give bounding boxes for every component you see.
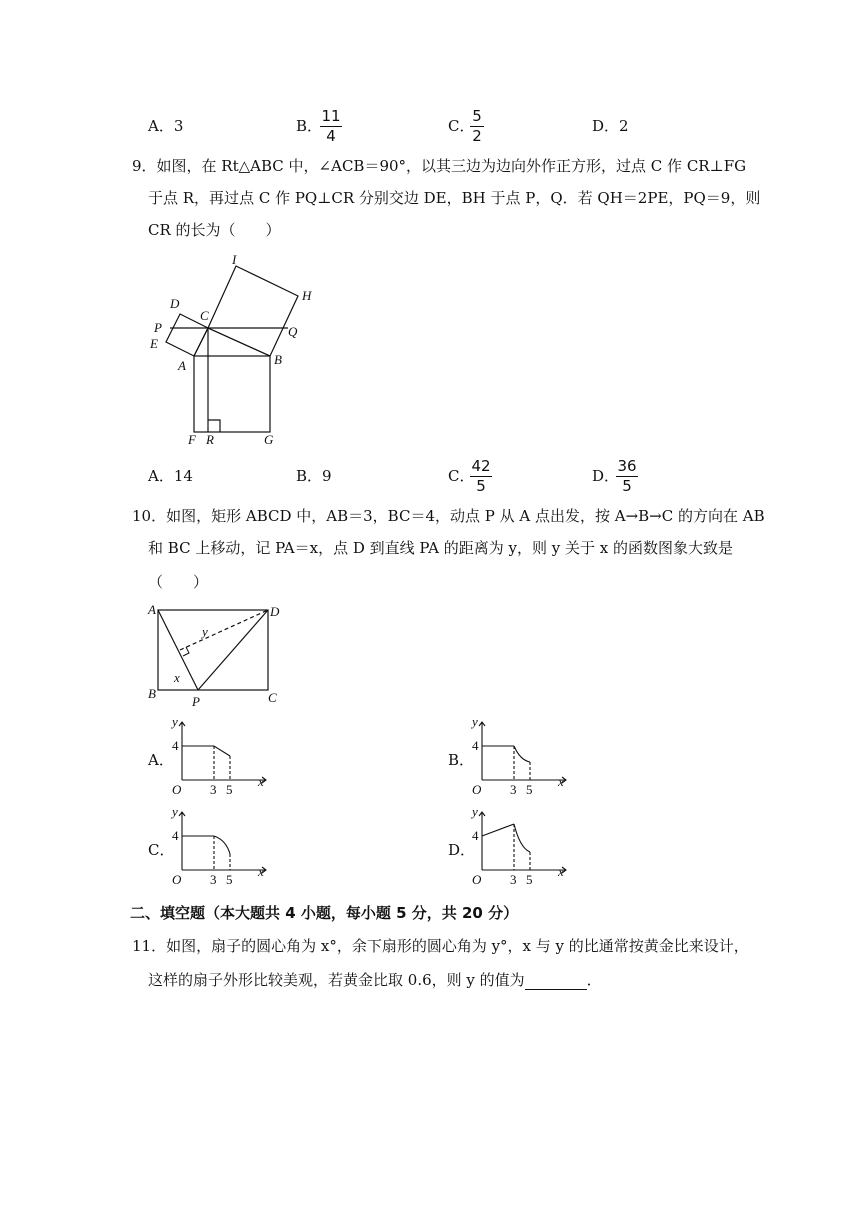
q8-option-b-letter[interactable]: B． xyxy=(296,117,323,135)
q11-line2-end: ． xyxy=(586,971,602,989)
q9-line2: 于点 R，再过点 C 作 PQ⊥CR 分别交边 DE，BH 于点 P，Q．若 QH＝2PE，PQ＝9，则 xyxy=(148,189,761,207)
graph-b-y-label: y xyxy=(472,714,478,729)
q10-line2: 和 BC 上移动，记 PA＝x，点 D 到直线 PA 的距离为 y，则 y 关于 x 的函数图象大致是 xyxy=(148,539,733,557)
q9-label-p: P xyxy=(154,320,162,335)
graph-d-y-label: y xyxy=(472,804,478,819)
q10-label-b: B xyxy=(148,686,156,701)
q9-label-q: Q xyxy=(288,324,298,339)
q9-option-c-fraction: 42 5 xyxy=(471,457,491,495)
q10-label-d: D xyxy=(270,604,280,619)
graph-b-tick-4: 4 xyxy=(472,738,479,753)
q9-label-c: C xyxy=(200,308,209,323)
q10-option-c[interactable]: C． xyxy=(148,841,175,859)
section-title: 二、填空题（本大题共 4 小题，每小题 5 分，共 20 分） xyxy=(130,904,519,922)
q9-label-r: R xyxy=(206,432,214,447)
q10-option-d[interactable]: D． xyxy=(448,841,476,859)
graph-a-origin: O xyxy=(172,782,182,797)
graph-b[interactable] xyxy=(468,712,578,802)
q9-line1: 9．如图，在 Rt△ABC 中，∠ACB＝90°，以其三边为边向外作正方形，过点 C 作 CR⊥FG xyxy=(132,157,747,175)
q9-option-a[interactable]: A．14 xyxy=(148,467,193,485)
q9-label-a: A xyxy=(178,358,186,373)
graph-b-tick-3: 3 xyxy=(510,782,517,797)
q11-line2 xyxy=(148,970,602,990)
graph-c-origin: O xyxy=(172,872,182,887)
q9-label-d: D xyxy=(170,296,180,311)
graph-a-x-label: x xyxy=(258,774,264,789)
q9-label-f: F xyxy=(188,432,196,447)
graph-a-tick-5: 5 xyxy=(226,782,233,797)
q9-label-h: H xyxy=(302,288,312,303)
graph-d-tick-5: 5 xyxy=(526,872,533,887)
graph-c-y-label: y xyxy=(172,804,178,819)
graph-c-x-label: x xyxy=(258,864,264,879)
q10-figure xyxy=(140,600,300,710)
graph-b-origin: O xyxy=(472,782,482,797)
q9-option-b[interactable]: B．9 xyxy=(296,467,332,485)
q9-label-e: E xyxy=(150,336,158,351)
q8-option-c-letter[interactable]: C． xyxy=(448,117,475,135)
q9-label-b: B xyxy=(274,352,282,367)
q8-option-a[interactable]: A．3 xyxy=(148,117,184,135)
graph-d-x-label: x xyxy=(558,864,564,879)
q10-line3: （ ） xyxy=(148,573,209,591)
q11-line1: 11．如图，扇子的圆心角为 x°，余下扇形的圆心角为 y°，x 与 y 的比通常按黄金比来设计， xyxy=(132,937,749,955)
q10-label-c: C xyxy=(268,690,277,705)
graph-c-tick-5: 5 xyxy=(226,872,233,887)
graph-b-tick-5: 5 xyxy=(526,782,533,797)
q10-option-b[interactable]: B． xyxy=(448,751,475,769)
graph-a-tick-4: 4 xyxy=(172,738,179,753)
q9-label-g: G xyxy=(264,432,274,447)
graph-a-tick-3: 3 xyxy=(210,782,217,797)
graph-a[interactable] xyxy=(168,712,278,802)
q8-option-d[interactable]: D．2 xyxy=(592,117,629,135)
graph-d-tick-4: 4 xyxy=(472,828,479,843)
graph-a-y-label: y xyxy=(172,714,178,729)
q10-label-y: y xyxy=(202,624,208,639)
q9-option-c-letter[interactable]: C． xyxy=(448,467,475,485)
graph-c[interactable] xyxy=(168,802,278,892)
graph-d-origin: O xyxy=(472,872,482,887)
q10-line1: 10．如图，矩形 ABCD 中，AB＝3，BC＝4，动点 P 从 A 点出发，按 A→B→C 的方向在 AB xyxy=(132,507,765,525)
q8-option-c-fraction: 5 2 xyxy=(470,108,484,145)
q10-label-x: x xyxy=(174,670,180,685)
graph-d[interactable] xyxy=(468,802,578,892)
graph-d-tick-3: 3 xyxy=(510,872,517,887)
q9-line3: CR 的长为（ ） xyxy=(148,221,281,239)
q10-label-a: A xyxy=(148,602,156,617)
graph-c-tick-4: 4 xyxy=(172,828,179,843)
q9-figure xyxy=(140,252,340,452)
q8-option-b-fraction: 11 4 xyxy=(321,107,341,145)
q11-answer-blank[interactable] xyxy=(525,975,587,990)
q9-option-d-fraction: 36 5 xyxy=(617,457,637,495)
q11-line2-text: 这样的扇子外形比较美观，若黄金比取 0.6，则 y 的值为 xyxy=(148,971,525,989)
q10-label-p: P xyxy=(192,694,200,709)
q9-option-d-letter[interactable]: D． xyxy=(592,467,620,485)
graph-c-tick-3: 3 xyxy=(210,872,217,887)
q10-option-a[interactable]: A． xyxy=(148,751,174,769)
graph-b-x-label: x xyxy=(558,774,564,789)
q9-label-i: I xyxy=(232,252,237,267)
